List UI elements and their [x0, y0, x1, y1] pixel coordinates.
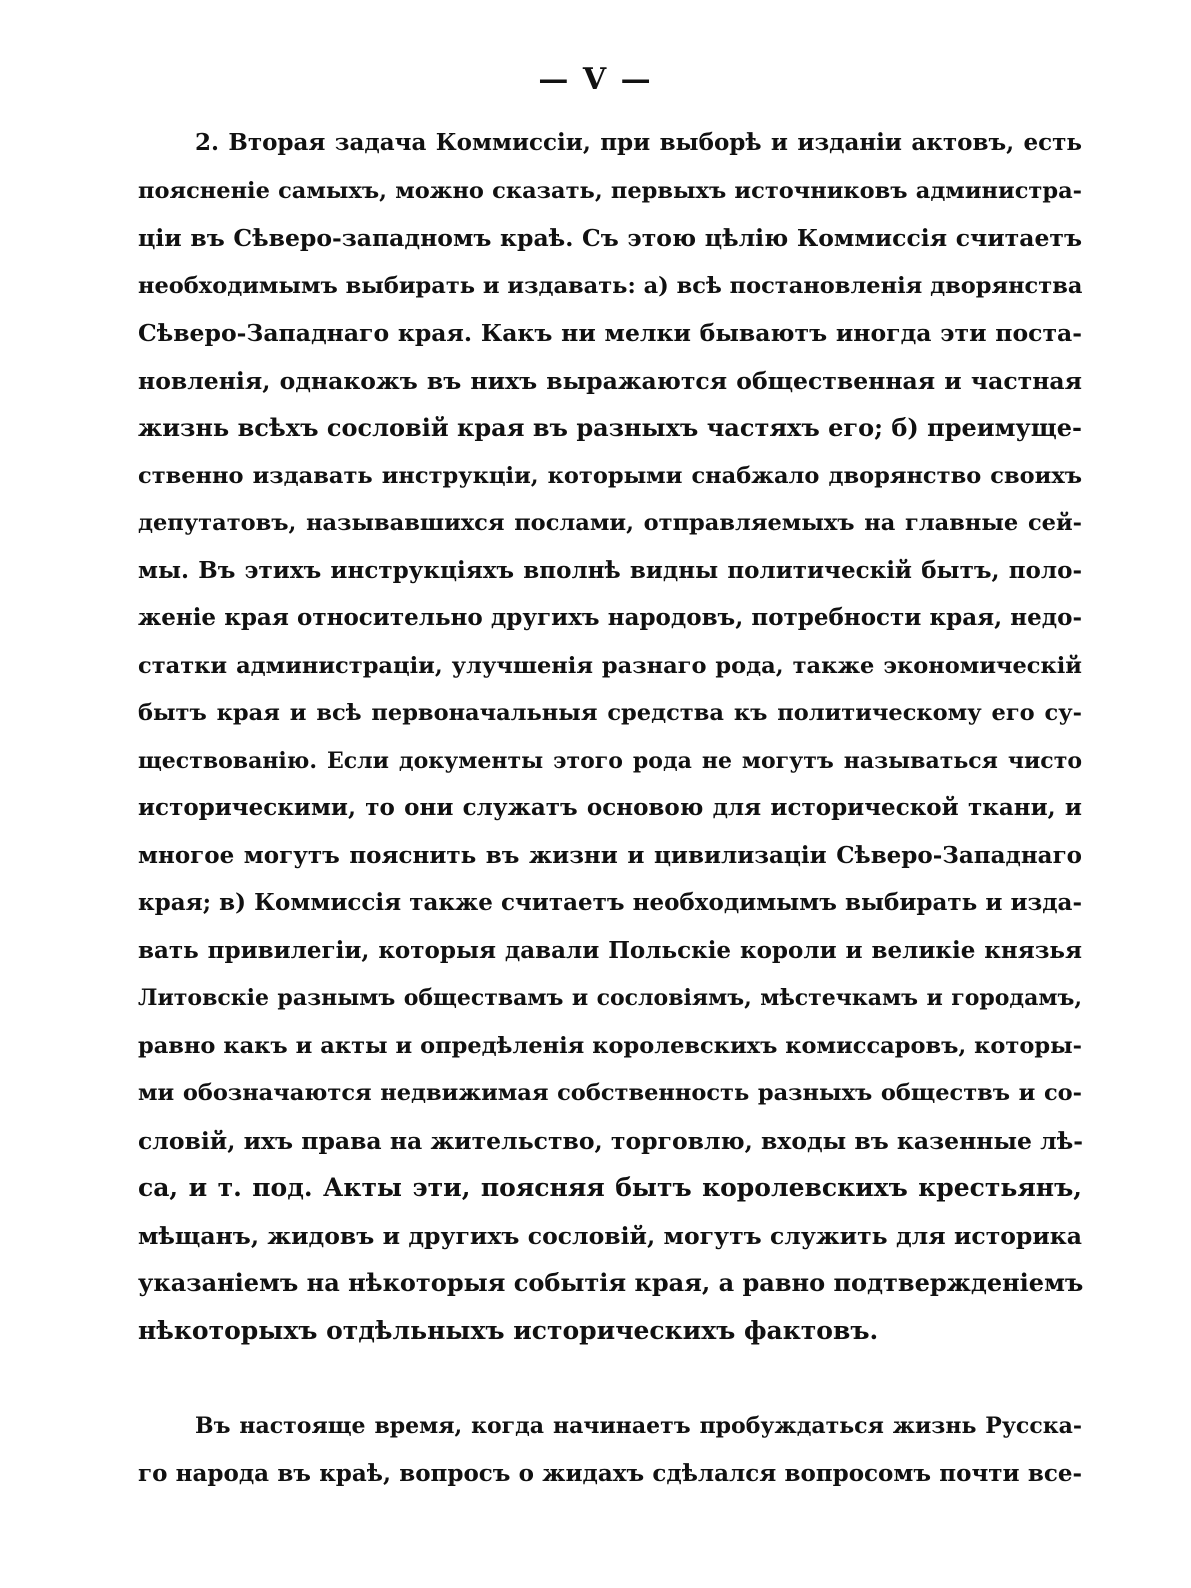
text-line: Литовскіе разнымъ обществамъ и сословіямъ, мѣстечкамъ и городамъ,: [138, 985, 1082, 1011]
text-line: статки администраціи, улучшенія разнаго рода, также экономическій: [138, 653, 1082, 679]
text-line: края; в) Коммиссія также считаетъ необходимымъ выбирать и изда-: [138, 889, 1082, 916]
text-line: са, и т. под. Акты эти, поясняя бытъ королевскихъ крестьянъ,: [138, 1173, 1082, 1202]
text-line: историческими, то они служатъ основою для исторической ткани, и: [138, 794, 1082, 821]
text-line: ственно издавать инструкціи, которыми снабжало дворянство своихъ: [138, 463, 1082, 489]
text-line: ми обозначаются недвижимая собственность разныхъ обществъ и со-: [138, 1080, 1082, 1106]
text-line: мѣщанъ, жидовъ и другихъ сословій, могутъ служить для историка: [138, 1222, 1082, 1250]
text-line: равно какъ и акты и опредѣленія королевскихъ комиссаровъ, которы-: [138, 1033, 1082, 1059]
text-line: бытъ края и всѣ первоначальныя средства къ политическому его су-: [138, 700, 1082, 726]
text-line: 2. Вторая задача Коммиссіи, при выборѣ и изданіи актовъ, есть: [195, 129, 1082, 156]
text-line: указаніемъ на нѣкоторыя событія края, а равно подтвержденіемъ: [138, 1268, 1084, 1297]
text-line: жизнь всѣхъ сословій края въ разныхъ частяхъ его; б) преимуще-: [138, 413, 1082, 442]
text-line: го народа въ краѣ, вопросъ о жидахъ сдѣлался вопросомъ почти все-: [138, 1460, 1082, 1487]
text-line: нѣкоторыхъ отдѣльныхъ историческихъ фактовъ.: [138, 1316, 879, 1345]
text-line: депутатовъ, называвшихся послами, отправляемыхъ на главные сей-: [138, 510, 1082, 536]
text-line: многое могутъ пояснить въ жизни и цивилизаціи Сѣверо-Западнаго: [138, 842, 1082, 869]
text-line: ществованію. Если документы этого рода не могутъ называться чисто: [138, 748, 1082, 774]
page-number: — V —: [538, 62, 653, 97]
text-line: ціи въ Сѣверо-западномъ краѣ. Съ этою цѣлію Коммиссія считаетъ: [138, 224, 1082, 252]
text-line: вать привилегіи, которыя давали Польскіе короли и великіе князья: [138, 937, 1082, 964]
text-line: женіе края относительно другихъ народовъ, потребности края, недо-: [138, 604, 1082, 631]
text-line: Сѣверо-Западнаго края. Какъ ни мелки бываютъ иногда эти поста-: [138, 319, 1082, 347]
text-line: словій, ихъ права на жительство, торговлю, входы въ казенные лѣ-: [138, 1127, 1084, 1155]
text-line: мы. Въ этихъ инструкціяхъ вполнѣ видны политическій бытъ, поло-: [138, 557, 1082, 584]
text-line: Въ настояще время, когда начинаетъ пробуждаться жизнь Русска-: [195, 1413, 1082, 1439]
text-line: необходимымъ выбирать и издавать: а) всѣ постановленія дворянства: [138, 273, 1083, 299]
text-line: поясненіе самыхъ, можно сказать, первыхъ источниковъ администра-: [138, 178, 1082, 204]
text-line: новленія, однакожъ въ нихъ выражаются общественная и частная: [138, 367, 1082, 395]
